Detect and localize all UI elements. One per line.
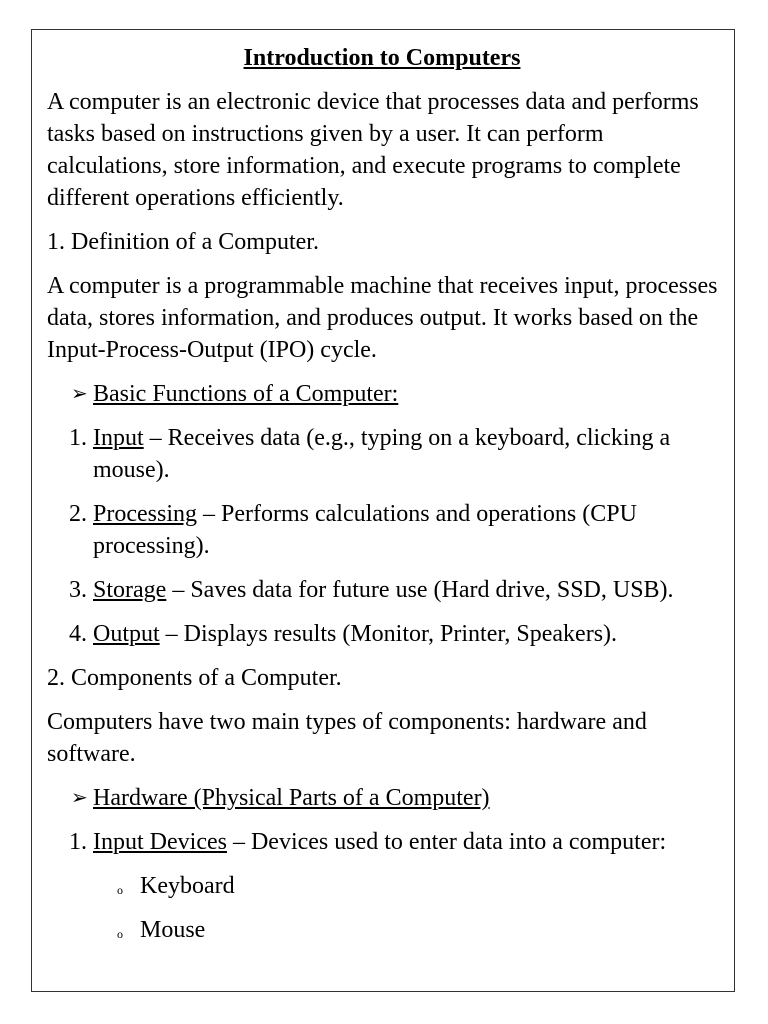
list-number: 4. <box>69 621 87 647</box>
section-2-heading: 2. Components of a Computer. <box>47 665 342 691</box>
list-term: Input Devices <box>93 829 227 855</box>
document-title: Introduction to Computers <box>243 45 521 71</box>
subheading-text: Hardware (Physical Parts of a Computer) <box>93 785 490 811</box>
sub-list-text: Mouse <box>140 917 206 943</box>
basic-functions-subheading <box>47 378 727 410</box>
document-body <box>47 42 727 958</box>
sub-list-item <box>47 870 727 902</box>
list-number: 3. <box>69 577 87 603</box>
list-desc: – Devices used to enter data into a computer: <box>226 829 667 855</box>
list-term: Storage <box>93 577 167 603</box>
list-desc: – Displays results (Monitor, Printer, Speakers). <box>159 621 618 647</box>
hardware-subheading <box>47 782 727 814</box>
list-term: Input <box>93 425 144 451</box>
sub-list-item <box>47 914 727 946</box>
list-item <box>47 574 727 606</box>
arrow-bullet-icon: ➢ <box>71 383 88 405</box>
subheading-text: Basic Functions of a Computer: <box>93 381 399 407</box>
list-desc: – Saves data for future use (Hard drive, SSD, USB). <box>166 577 674 603</box>
circle-bullet-icon: o <box>117 883 123 897</box>
list-term: Processing <box>93 501 197 527</box>
sub-list-text: Keyboard <box>140 873 235 899</box>
list-item <box>47 826 727 858</box>
list-desc: – Performs calculations and operations (CPU processing). <box>93 501 637 559</box>
list-number: 2. <box>69 501 87 527</box>
list-number: 1. <box>69 425 87 451</box>
section-1-text: A computer is a programmable machine that receives input, processes data, stores information, and produces output. It works based on the Input-Process-Output (IPO) cycle. <box>47 273 718 363</box>
section-2-text: Computers have two main types of components: hardware and software. <box>47 709 647 767</box>
list-item <box>47 498 727 562</box>
arrow-bullet-icon: ➢ <box>71 787 88 809</box>
intro-paragraph: A computer is an electronic device that processes data and performs tasks based on instructions given by a user. It can perform calculations, store information, and execute programs to complete different operations efficiently. <box>47 89 699 211</box>
list-item <box>47 618 727 650</box>
list-item <box>47 422 727 486</box>
list-number: 1. <box>69 829 87 855</box>
list-desc: – Receives data (e.g., typing on a keyboard, clicking a mouse). <box>93 425 671 483</box>
list-term: Output <box>93 621 160 647</box>
section-1-heading: 1. Definition of a Computer. <box>47 229 319 255</box>
circle-bullet-icon: o <box>117 927 123 941</box>
